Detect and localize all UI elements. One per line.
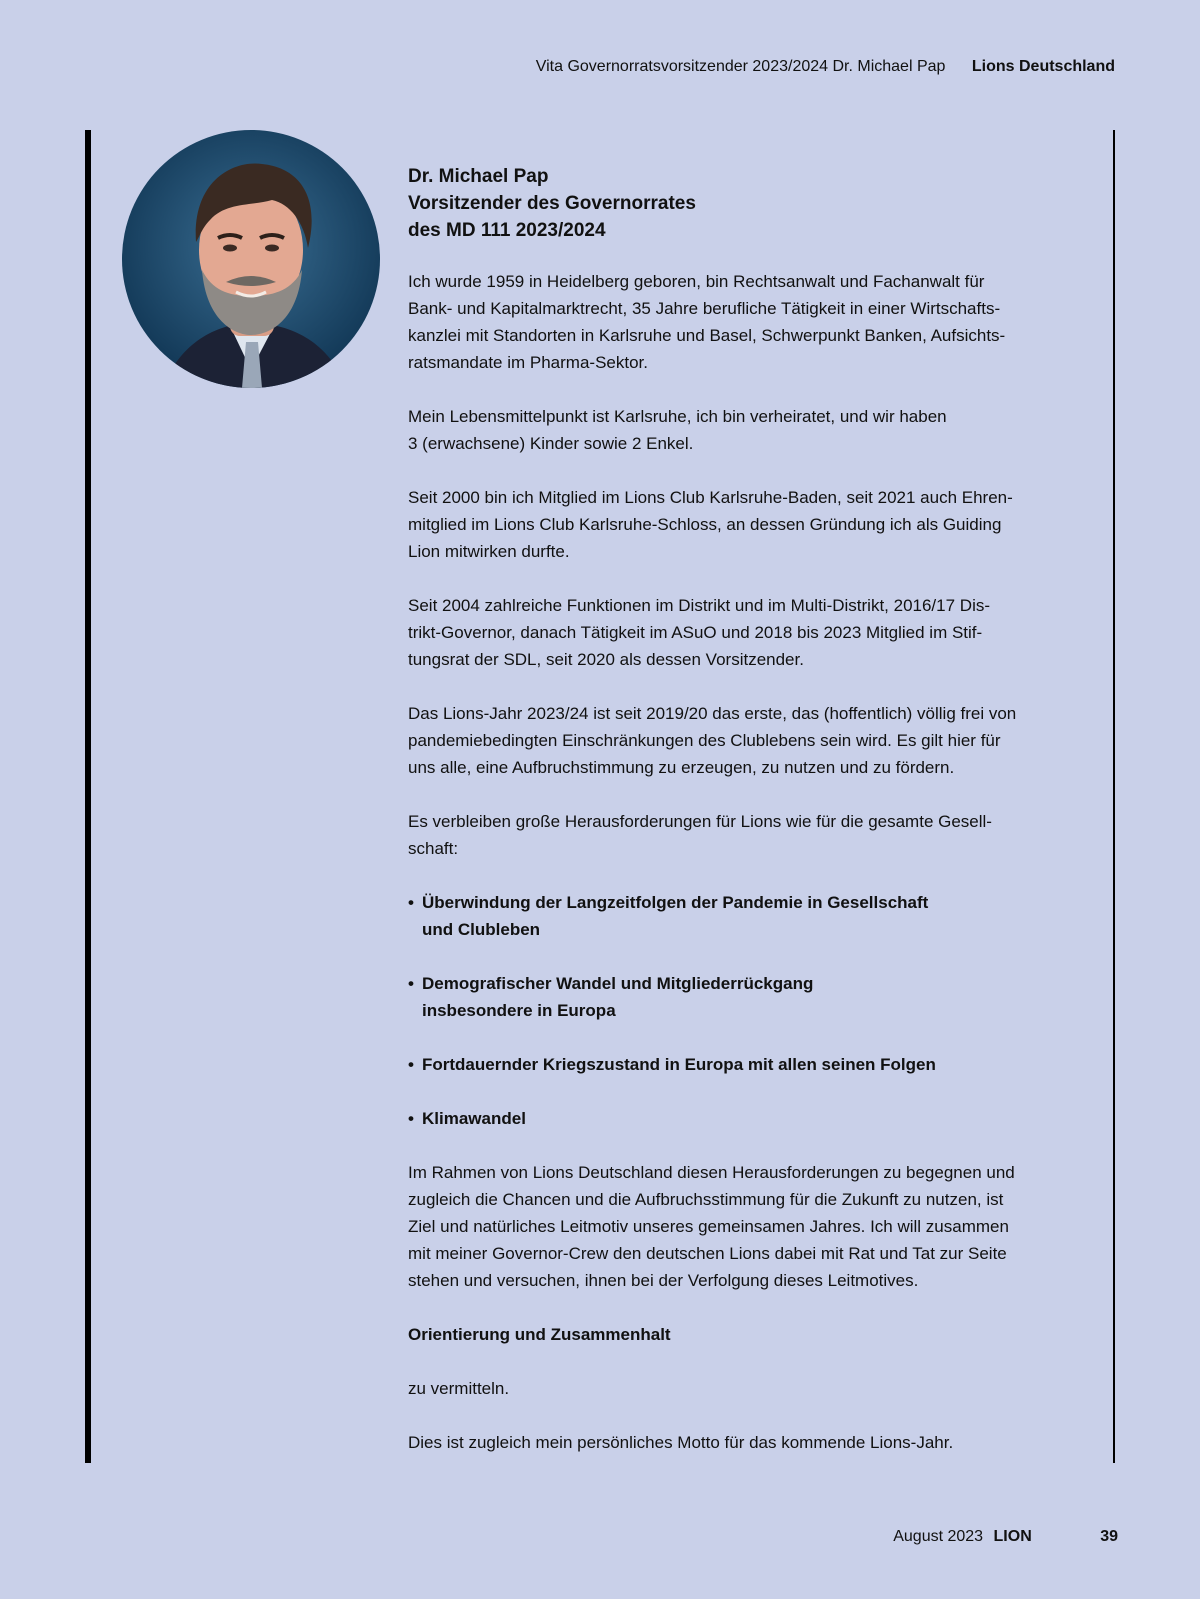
list-item (408, 889, 1068, 943)
text-line: Seit 2000 bin ich Mitglied im Lions Club Karlsruhe-Baden, seit 2021 auch Ehren- (408, 488, 1013, 507)
paragraph-closing (408, 1159, 1068, 1294)
list-item (408, 1051, 1068, 1078)
text-line: 3 (erwachsene) Kinder sowie 2 Enkel. (408, 434, 694, 453)
bullet-marker: • (408, 893, 414, 912)
header-vita: Vita Governorratsvorsitzender 2023/2024 Dr. Michael Pap (535, 58, 946, 75)
motto-after: zu vermitteln. (408, 1379, 510, 1398)
text-line: mit meiner Governor-Crew den deutschen Lions dabei mit Rat und Tat zur Seite (408, 1244, 1007, 1263)
text-line: Es verbleiben große Herausforderungen für Lions wie für die gesamte Gesell- (408, 812, 992, 831)
motto-heading: Orientierung und Zusammenhalt (408, 1325, 671, 1344)
text-line: und Clubleben (422, 920, 541, 939)
list-item (408, 970, 1068, 1024)
paragraph-membership (408, 484, 1068, 565)
list-item (408, 1105, 1068, 1132)
text-line: kanzlei mit Standorten in Karlsruhe und Basel, Schwerpunkt Banken, Aufsichts- (408, 326, 1006, 345)
paragraph-functions (408, 592, 1068, 673)
text-line: Im Rahmen von Lions Deutschland diesen Herausforderungen zu begegnen und (408, 1163, 1015, 1182)
title-role: Vorsitzender des Governorrates (408, 193, 696, 214)
article-body (408, 163, 1068, 1483)
page-footer (893, 1528, 1118, 1546)
page-header (536, 58, 1115, 76)
text-line: pandemiebedingten Einschränkungen des Clublebens sein wird. Es gilt hier für (408, 731, 1001, 750)
header-brand: Lions Deutschland (971, 58, 1115, 75)
bullet-marker: • (408, 974, 414, 993)
text-line: uns alle, eine Aufbruchstimmung zu erzeugen, zu nutzen und zu fördern. (408, 758, 955, 777)
text-line: Lion mitwirken durfte. (408, 542, 570, 561)
portrait-photo (122, 130, 380, 388)
right-rule (1113, 130, 1115, 1463)
text-line: ratsmandate im Pharma-Sektor. (408, 353, 648, 372)
text-line: schaft: (408, 839, 459, 858)
text-line: Demografischer Wandel und Mitgliederrückgang (422, 974, 814, 993)
text-line: Mein Lebensmittelpunkt ist Karlsruhe, ich bin verheiratet, und wir haben (408, 407, 947, 426)
paragraph-biography (408, 268, 1068, 376)
bullet-marker: • (408, 1109, 414, 1128)
text-line: Ziel und natürliches Leitmotiv unseres gemeinsamen Jahres. Ich will zusammen (408, 1217, 1009, 1236)
text-line: Ich wurde 1959 in Heidelberg geboren, bin Rechtsanwalt und Fachanwalt für (408, 272, 985, 291)
text-line: insbesondere in Europa (422, 1001, 616, 1020)
text-line: tungsrat der SDL, seit 2020 als dessen Vorsitzender. (408, 650, 804, 669)
paragraph-family (408, 403, 1068, 457)
text-line: Fortdauernder Kriegszustand in Europa mit allen seinen Folgen (422, 1055, 936, 1074)
paragraph-challenges-intro (408, 808, 1068, 862)
page-number: 39 (1100, 1528, 1118, 1545)
footer-issue: August 2023 (893, 1528, 984, 1545)
text-line: trikt-Governor, danach Tätigkeit im ASuO und 2018 bis 2023 Mitglied im Stif- (408, 623, 983, 642)
text-line: stehen und versuchen, ihnen bei der Verfolgung dieses Leitmotives. (408, 1271, 919, 1290)
left-rule (85, 130, 91, 1463)
article-title (408, 163, 1068, 244)
text-line: Klimawandel (422, 1109, 526, 1128)
text-line: Bank- und Kapitalmarktrecht, 35 Jahre berufliche Tätigkeit in einer Wirtschafts- (408, 299, 1001, 318)
paragraph-lions-year (408, 700, 1068, 781)
text-line: mitglied im Lions Club Karlsruhe-Schloss, an dessen Gründung ich als Guiding (408, 515, 1002, 534)
bullet-marker: • (408, 1055, 414, 1074)
motto-final: Dies ist zugleich mein persönliches Motto für das kommende Lions-Jahr. (408, 1433, 954, 1452)
footer-magazine: LION (993, 1528, 1032, 1545)
title-name: Dr. Michael Pap (408, 166, 549, 187)
title-district: des MD 111 2023/2024 (408, 220, 606, 241)
challenges-list (408, 889, 1068, 1132)
text-line: zugleich die Chancen und die Aufbruchsstimmung für die Zukunft zu nutzen, ist (408, 1190, 1004, 1209)
text-line: Seit 2004 zahlreiche Funktionen im Distrikt und im Multi-Distrikt, 2016/17 Dis- (408, 596, 991, 615)
text-line: Überwindung der Langzeitfolgen der Pandemie in Gesellschaft (422, 893, 929, 912)
text-line: Das Lions-Jahr 2023/24 ist seit 2019/20 das erste, das (hoffentlich) völlig frei von (408, 704, 1017, 723)
